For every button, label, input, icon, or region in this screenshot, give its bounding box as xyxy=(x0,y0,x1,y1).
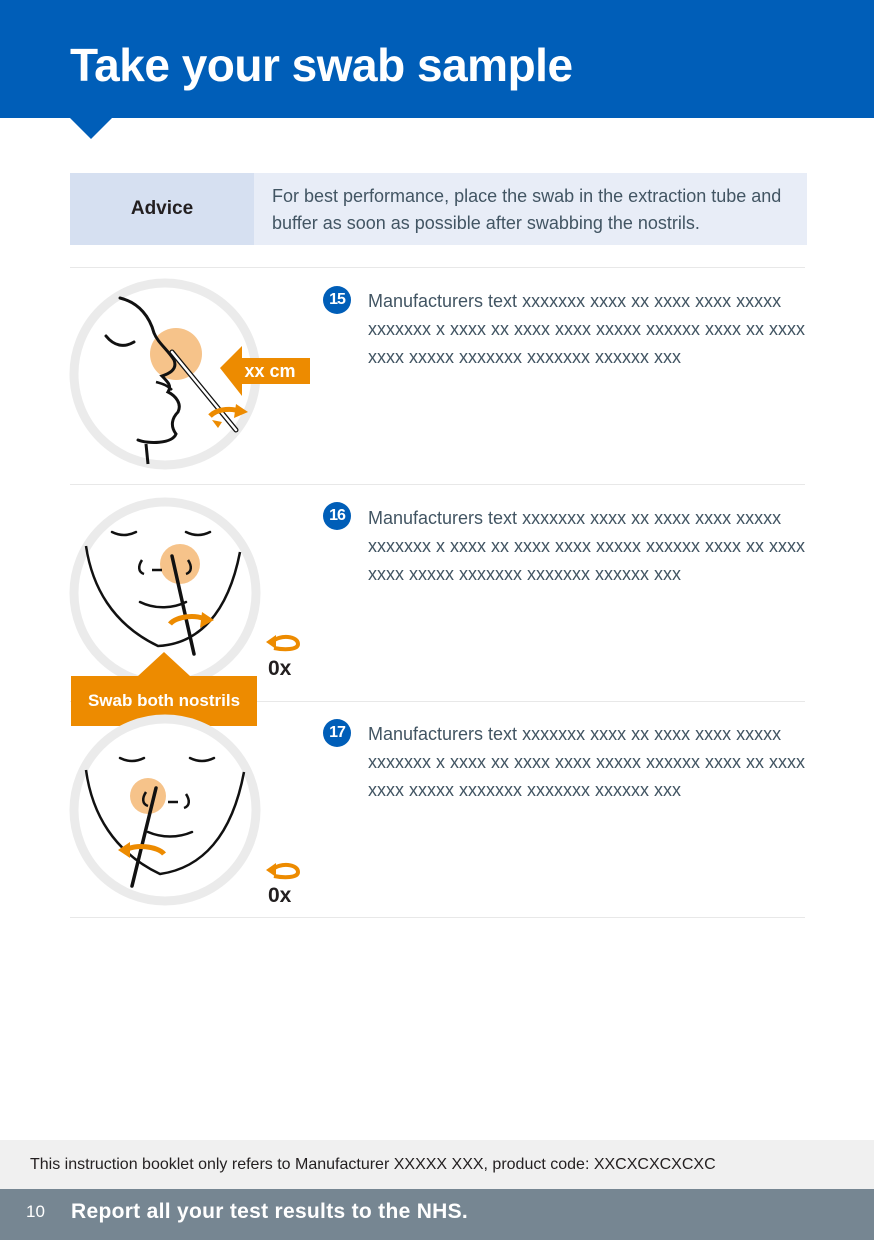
divider xyxy=(70,917,805,918)
header-pointer xyxy=(70,118,112,139)
page-title: Take your swab sample xyxy=(70,39,573,91)
advice-label-box xyxy=(70,173,254,245)
rotate-arrow-icon xyxy=(264,860,306,882)
step-number-badge: 17 xyxy=(323,719,351,747)
step-text: Manufacturers text xxxxxxx xxxx xx xxxx xxxx xxxxx xxxxxxx x xxxx xx xxxx xxxx xxxxx xxxxxx xxxx xx xxxx xxxx xxxxx xxxxxxx xxxxxxx xxxxxx xxx xyxy=(368,508,806,584)
page-number: 10 xyxy=(26,1202,45,1221)
footer-note-text: This instruction booklet only refers to Manufacturer XXXXX XXX, product code: XXCXCXCXCXC xyxy=(30,1156,716,1173)
step-text: Manufacturers text xxxxxxx xxxx xx xxxx xxxx xxxxx xxxxxxx x xxxx xx xxxx xxxx xxxxx xxxxxx xxxx xx xxxx xxxx xxxxx xxxxxxx xxxxxxx xxxxxx xxx xyxy=(368,724,806,800)
rotation-count-label: 0x xyxy=(268,884,292,907)
page-header xyxy=(0,0,874,118)
rotation-count-label: 0x xyxy=(268,657,292,680)
advice-box xyxy=(70,173,807,245)
distance-label: xx cm xyxy=(244,360,296,381)
step-text: Manufacturers text xxxxxxx xxxx xx xxxx xxxx xxxxx xxxxxxx x xxxx xx xxxx xxxx xxxxx xxxxxx xxxx xx xxxx xxxx xxxxx xxxxxxx xxxxxxx xxxxxx xxx xyxy=(368,291,806,367)
divider xyxy=(70,267,805,268)
rotate-arrow-icon xyxy=(264,632,306,654)
advice-text: For best performance, place the swab in the extraction tube and buffer as soon as possible after swabbing the nostrils. xyxy=(272,186,782,233)
step-number-badge: 16 xyxy=(323,502,351,530)
swab-both-nostrils-label: Swab both nostrils xyxy=(71,676,257,726)
advice-label: Advice xyxy=(130,198,194,219)
footer-slogan: Report all your test results to the NHS. xyxy=(71,1200,469,1223)
step-number-badge: 15 xyxy=(323,286,351,314)
footer-bar xyxy=(0,1189,874,1240)
footer-note xyxy=(0,1140,874,1189)
divider xyxy=(70,484,805,485)
swab-front-face-illustration-left xyxy=(68,714,268,909)
